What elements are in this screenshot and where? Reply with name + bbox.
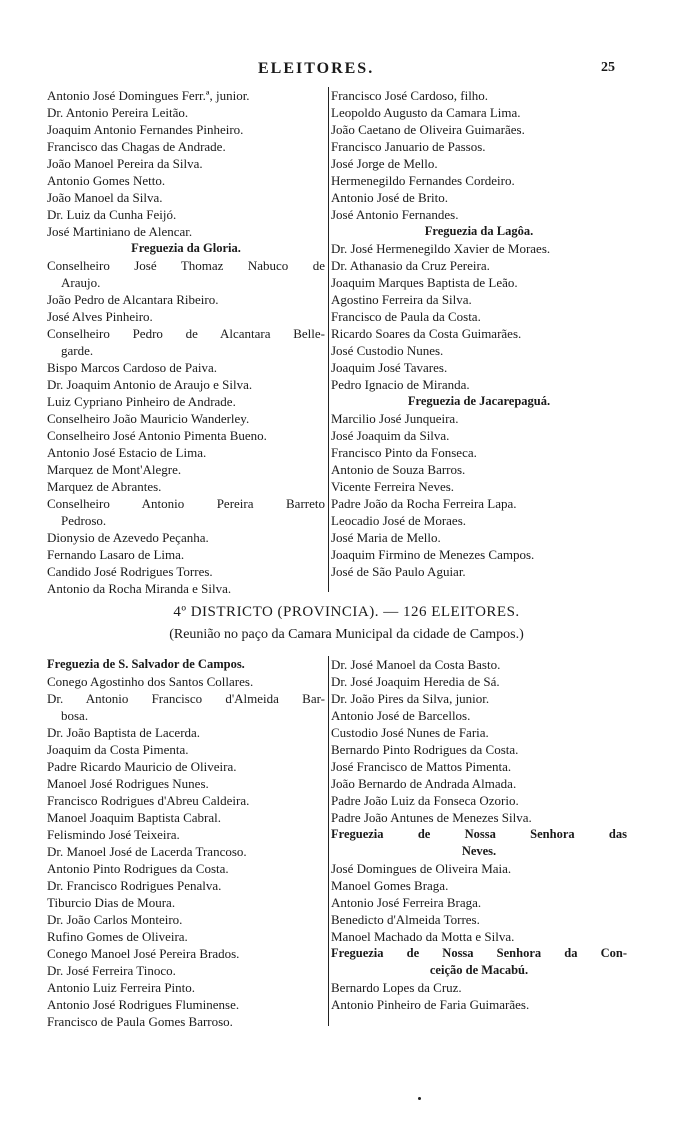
elector-entry: João Pedro de Alcantara Ribeiro.: [47, 292, 219, 307]
elector-entry: Dr. José Hermenegildo Xavier de Moraes.: [331, 241, 551, 256]
elector-entry: Dr. Luiz da Cunha Feijó.: [47, 207, 177, 222]
elector-entry-continuation: Pedroso.: [61, 513, 107, 528]
elector-entry: João Manoel Pereira da Silva.: [47, 156, 203, 171]
elector-entry: Conego Manoel José Pereira Brados.: [47, 946, 240, 961]
elector-entry: Padre João Antunes de Menezes Silva.: [331, 810, 532, 825]
column-left: [47, 656, 325, 1030]
column-rule: [328, 87, 329, 592]
elector-entry: Benedicto d'Almeida Torres.: [331, 912, 480, 927]
elector-entry: Padre João da Rocha Ferreira Lapa.: [331, 496, 517, 511]
elector-entry: Manoel José Rodrigues Nunes.: [47, 776, 209, 791]
elector-entry: Bispo Marcos Cardoso de Paiva.: [47, 360, 218, 375]
parish-heading: Neves.: [461, 844, 497, 858]
elector-entry-continuation: garde.: [61, 343, 94, 358]
parish-heading: Freguezia de Nossa Senhora da Con-: [331, 946, 627, 960]
elector-entry: Conselheiro João Mauricio Wanderley.: [47, 411, 250, 426]
elector-entry: Antonio da Rocha Miranda e Silva.: [47, 581, 232, 596]
elector-entry: Joaquim Marques Baptista de Leão.: [331, 275, 518, 290]
elector-entry: Rufino Gomes de Oliveira.: [47, 929, 188, 944]
elector-entry: Dr. Antonio Francisco d'Almeida Bar-: [47, 691, 325, 706]
page-ornament: [418, 1097, 421, 1100]
parish-heading: ceição de Macabú.: [429, 963, 529, 977]
elector-entry: Bernardo Pinto Rodrigues da Costa.: [331, 742, 519, 757]
elector-entry: Custodio José Nunes de Faria.: [331, 725, 489, 740]
elector-entry: Dr. José Joaquim Heredia de Sá.: [331, 674, 500, 689]
elector-entry-continuation: bosa.: [61, 708, 89, 723]
elector-entry: Vicente Ferreira Neves.: [331, 479, 455, 494]
elector-entry: José Jorge de Mello.: [331, 156, 438, 171]
parish-heading: Freguezia da Lagôa.: [424, 224, 534, 238]
elector-entry: José Joaquim da Silva.: [331, 428, 450, 443]
elector-entry: João Bernardo de Andrada Almada.: [331, 776, 517, 791]
elector-entry: Joaquim Antonio Fernandes Pinheiro.: [47, 122, 244, 137]
elector-entry: José Antonio Fernandes.: [331, 207, 459, 222]
elector-entry: Dionysio de Azevedo Peçanha.: [47, 530, 209, 545]
elector-entry: Conselheiro José Antonio Pimenta Bueno.: [47, 428, 267, 443]
elector-entry: Padre João Luiz da Fonseca Ozorio.: [331, 793, 519, 808]
elector-entry: Francisco de Paula da Costa.: [331, 309, 481, 324]
elector-entry: Hermenegildo Fernandes Cordeiro.: [331, 173, 515, 188]
column-left: [47, 87, 325, 597]
elector-entry: Dr. João Pires da Silva, junior.: [331, 691, 490, 706]
elector-entry: João Manoel da Silva.: [47, 190, 163, 205]
elector-entry: Marquez de Abrantes.: [47, 479, 162, 494]
elector-entry: Leocadio José de Moraes.: [331, 513, 467, 528]
elector-entry: Conego Agostinho dos Santos Collares.: [47, 674, 254, 689]
elector-entry: Dr. José Manoel da Costa Basto.: [331, 657, 501, 672]
elector-entry: Francisco de Paula Gomes Barroso.: [47, 1014, 233, 1029]
elector-entry: Joaquim da Costa Pimenta.: [47, 742, 189, 757]
elector-entry: Antonio José Estacio de Lima.: [47, 445, 207, 460]
elector-entry: João Caetano de Oliveira Guimarães.: [331, 122, 525, 137]
elector-entry: Luiz Cypriano Pinheiro de Andrade.: [47, 394, 236, 409]
elector-entry: Dr. João Baptista de Lacerda.: [47, 725, 201, 740]
district-title: 4º DISTRICTO (PROVINCIA). — 126 ELEITORES.: [173, 604, 520, 620]
elector-entry: Antonio José Ferreira Braga.: [331, 895, 482, 910]
elector-entry: Antonio Pinheiro de Faria Guimarães.: [331, 997, 530, 1012]
parish-heading: Freguezia de S. Salvador de Campos.: [47, 657, 245, 671]
elector-entry: Padre Ricardo Mauricio de Oliveira.: [47, 759, 237, 774]
elector-entry: Dr. José Ferreira Tinoco.: [47, 963, 176, 978]
elector-entry: Joaquim Firmino de Menezes Campos.: [331, 547, 535, 562]
elector-entry: José Domingues de Oliveira Maia.: [331, 861, 512, 876]
elector-entry: Leopoldo Augusto da Camara Lima.: [331, 105, 521, 120]
elector-entry: Antonio José de Barcellos.: [331, 708, 471, 723]
elector-entry: Francisco Januario de Passos.: [331, 139, 486, 154]
elector-entry: Fernando Lasaro de Lima.: [47, 547, 185, 562]
elector-entry: Francisco Rodrigues d'Abreu Caldeira.: [47, 793, 250, 808]
elector-entry: José Custodio Nunes.: [331, 343, 444, 358]
column-right: [331, 656, 627, 1013]
elector-entry: Marquez de Mont'Alegre.: [47, 462, 182, 477]
page-header: [0, 60, 693, 80]
elector-entry: Manoel Machado da Motta e Silva.: [331, 929, 515, 944]
elector-entry: Antonio Pinto Rodrigues da Costa.: [47, 861, 229, 876]
running-title: ELEITORES.: [258, 60, 375, 77]
electors-section-1: [47, 87, 627, 597]
elector-entry: Antonio José Rodrigues Fluminense.: [47, 997, 240, 1012]
elector-entry-continuation: Araujo.: [61, 275, 101, 290]
elector-entry: Francisco das Chagas de Andrade.: [47, 139, 226, 154]
elector-entry: Antonio José Domingues Ferr.ª, junior.: [47, 88, 250, 103]
elector-entry: Pedro Ignacio de Miranda.: [331, 377, 470, 392]
elector-entry: Francisco José Cardoso, filho.: [331, 88, 489, 103]
column-right: [331, 87, 627, 580]
elector-entry: José Francisco de Mattos Pimenta.: [331, 759, 512, 774]
electors-section-2: [47, 656, 627, 1036]
elector-entry: Agostino Ferreira da Silva.: [331, 292, 472, 307]
elector-entry: Tiburcio Dias de Moura.: [47, 895, 176, 910]
district-subtitle: (Reunião no paço da Camara Municipal da cidade de Campos.): [169, 627, 524, 642]
elector-entry: Marcilio José Junqueira.: [331, 411, 459, 426]
elector-entry: Dr. Francisco Rodrigues Penalva.: [47, 878, 222, 893]
page-number: 25: [601, 60, 615, 75]
elector-entry: Antonio José de Brito.: [331, 190, 448, 205]
elector-entry: José Martiniano de Alencar.: [47, 224, 193, 239]
elector-entry: Dr. Joaquim Antonio de Araujo e Silva.: [47, 377, 253, 392]
elector-entry: Conselheiro José Thomaz Nabuco de: [47, 258, 325, 273]
parish-heading: Freguezia de Jacarepaguá.: [407, 394, 551, 408]
elector-entry: José Alves Pinheiro.: [47, 309, 153, 324]
parish-heading: Freguezia da Gloria.: [131, 241, 241, 255]
elector-entry: Joaquim José Tavares.: [331, 360, 448, 375]
elector-entry: Felismindo José Teixeira.: [47, 827, 180, 842]
elector-entry: Antonio Gomes Netto.: [47, 173, 166, 188]
elector-entry: Manoel Gomes Braga.: [331, 878, 449, 893]
elector-entry: Francisco Pinto da Fonseca.: [331, 445, 477, 460]
parish-heading: Freguezia de Nossa Senhora das: [331, 827, 627, 841]
elector-entry: Dr. Antonio Pereira Leitão.: [47, 105, 189, 120]
elector-entry: Antonio de Souza Barros.: [331, 462, 466, 477]
elector-entry: Manoel Joaquim Baptista Cabral.: [47, 810, 222, 825]
column-rule: [328, 656, 329, 1026]
elector-entry: José de São Paulo Aguiar.: [331, 564, 466, 579]
elector-entry: Candido José Rodrigues Torres.: [47, 564, 213, 579]
elector-entry: José Maria de Mello.: [331, 530, 441, 545]
elector-entry: Conselheiro Antonio Pereira Barreto: [47, 496, 325, 511]
elector-entry: Conselheiro Pedro de Alcantara Belle-: [47, 326, 325, 341]
elector-entry: Ricardo Soares da Costa Guimarães.: [331, 326, 522, 341]
elector-entry: Antonio Luiz Ferreira Pinto.: [47, 980, 196, 995]
elector-entry: Dr. João Carlos Monteiro.: [47, 912, 183, 927]
elector-entry: Dr. Manoel José de Lacerda Trancoso.: [47, 844, 247, 859]
elector-entry: Dr. Athanasio da Cruz Pereira.: [331, 258, 490, 273]
elector-entry: Bernardo Lopes da Cruz.: [331, 980, 462, 995]
